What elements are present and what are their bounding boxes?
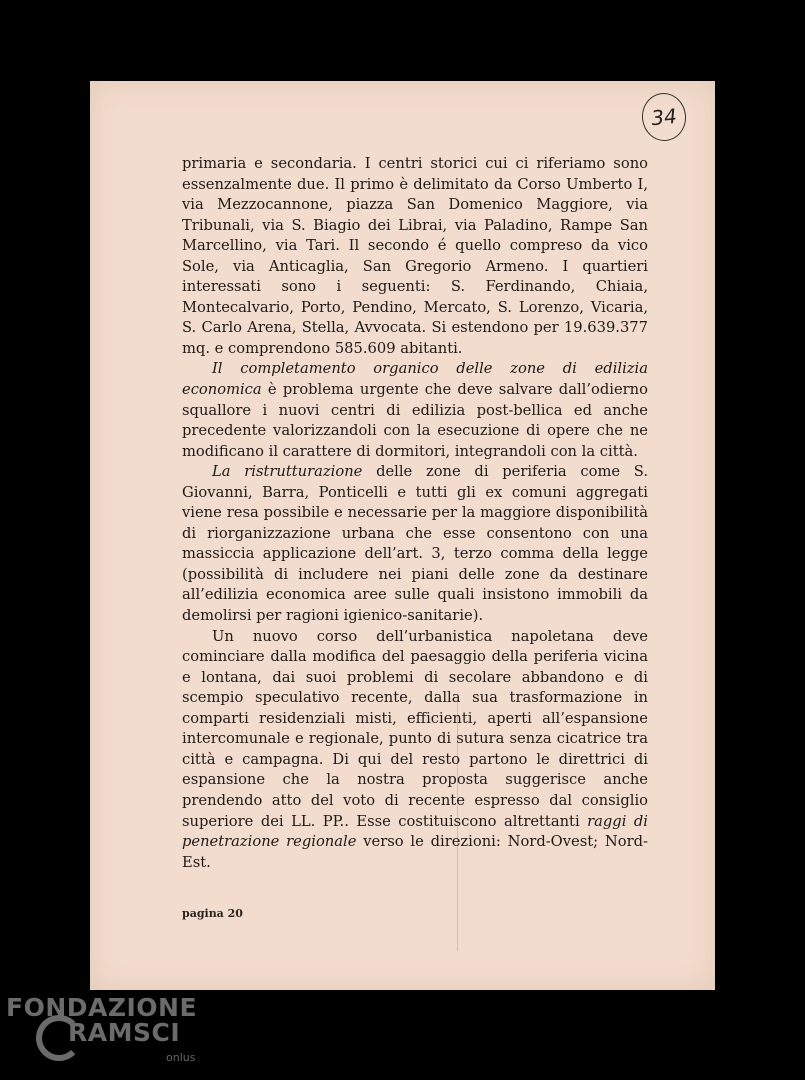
italic-phrase: raggi di penetrazione regionale: [182, 812, 648, 851]
paragraph: [182, 462, 648, 626]
handwritten-page-number: 34: [640, 91, 689, 143]
document-page: [90, 81, 715, 990]
logo-line-1: FONDAZIONE: [6, 993, 198, 1022]
text-run: delle zone di periferia come S. Giovanni, Barra, Ponticelli e tutti gli ex comuni aggregati viene resa possibile e necessarie per la maggiore disponibilità di riorganizzazione urbana che esse consentono con una massiccia applicazione dell’art. 3, terzo comma della legge (possibilità di includere nei piani delle zone da destinare all’edilizia economica aree sulle quali insistono immobili da demolirsi per ragioni igienico-sanitarie).: [182, 463, 648, 625]
body-text: [182, 154, 648, 873]
text-run: primaria e secondaria. I centri storici cui ci riferiamo sono essenzalmente due. Il primo è delimitato da Corso Umberto I, via Mezzocannone, piazza San Domenico Maggiore, via Tribunali, via S. Biagio dei Librai, via Paladino, Rampe San Marcellino, via Tari. Il secondo é quello compreso da vico Sole, via Anticaglia, San Gregorio Armeno. I quartieri interessati sono i seguenti: S. Ferdinando, Chiaia, Montecalvario, Porto, Pendino, Mercato, S. Lorenzo, Vicaria, S. Carlo Arena, Stella, Avvocata. Si estendono per 19.639.377 mq. e comprendono 585.609 abitanti.: [182, 155, 648, 357]
paragraph: [182, 359, 648, 462]
page-footer: pagina 20: [182, 907, 243, 920]
paragraph: [182, 154, 648, 359]
logo-line-2: RAMSCI: [68, 1018, 181, 1047]
text-run: Un nuovo corso dell’urbanistica napoletana deve cominciare dalla modifica del paesaggio della periferia vicina e lontana, dai suoi problemi di secolare abbandono e di scempio speculativo recente, dalla sua trasformazione in comparti residenziali misti, efficienti, aperti all’espansione intercomunale e regionale, punto di sutura senza cicatrice tra città e campagna. Di qui del resto partono le direttrici di espansione che la nostra proposta suggerisce anche prendendo atto del voto di recente espresso dal consiglio superiore dei LL. PP.. Esse costituiscono altrettanti: [182, 627, 648, 830]
text-run: verso le direzioni: Nord-Ovest; Nord-Est.: [182, 833, 648, 871]
logo-suffix: onlus: [166, 1051, 196, 1064]
italic-phrase: Il completamento organico delle zone di edilizia economica: [182, 360, 648, 399]
paragraph: [182, 627, 648, 874]
fondazione-gramsci-logo: [6, 993, 206, 1073]
text-run: è problema urgente che deve salvare dall’odierno squallore i nuovi centri di edilizia post-bellica ed anche precedente valorizzandoli con la esecuzione di opere che ne modificano il carattere di dormitori, integrandoli con la città.: [182, 381, 648, 460]
italic-phrase: La ristrutturazione: [212, 463, 363, 481]
